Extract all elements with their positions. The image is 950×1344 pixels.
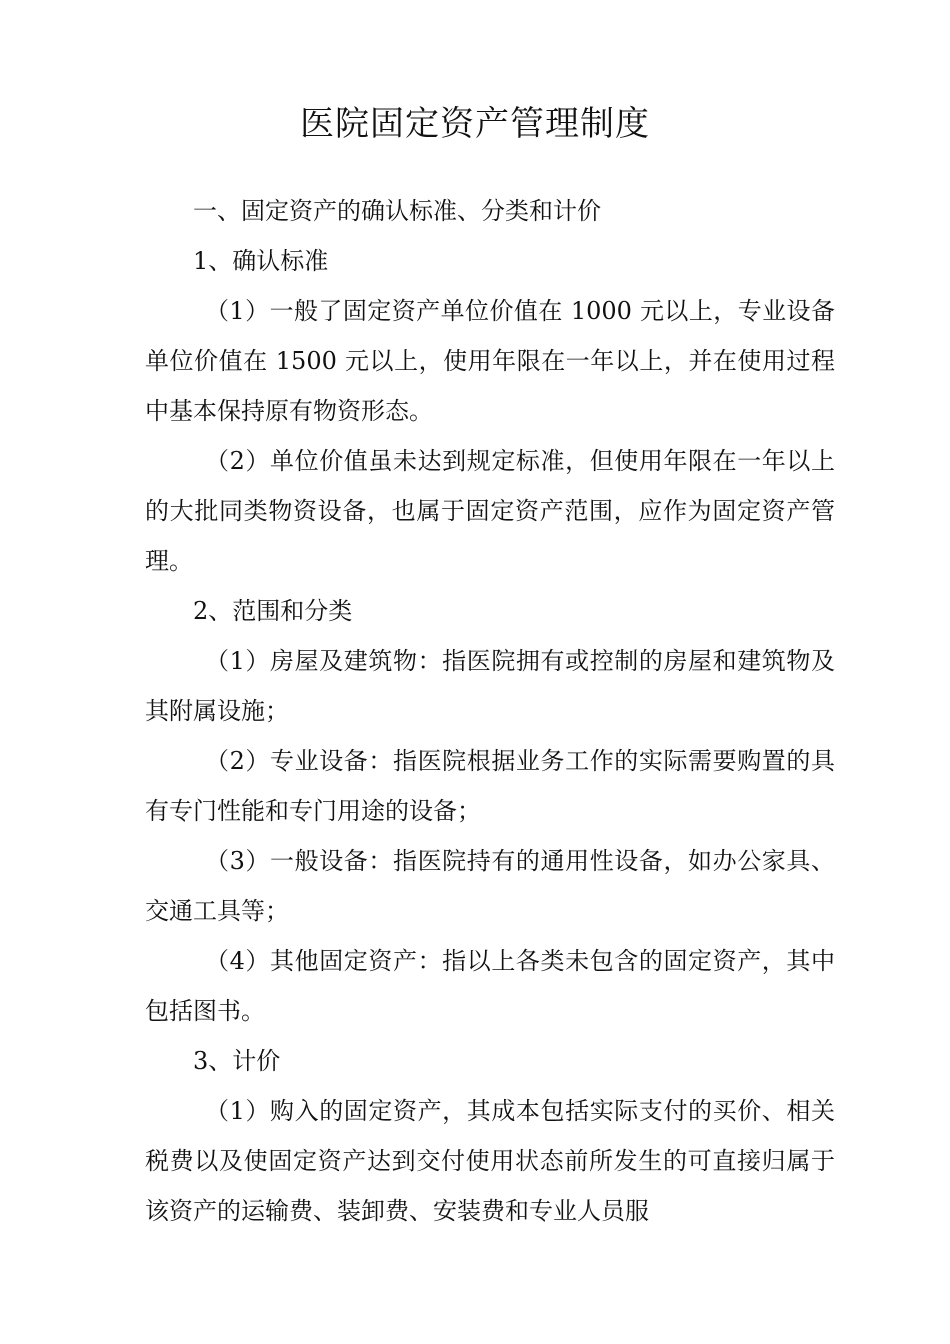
paragraph: （2）专业设备：指医院根据业务工作的实际需要购置的具有专门性能和专门用途的设备； [145, 747, 835, 825]
paragraph: （1）一般了固定资产单位价值在 1000 元以上，专业设备单位价值在 1500 元以上，使用年限在一年以上，并在使用过程中基本保持原有物资形态。 [145, 297, 835, 425]
subsection-heading: 3、计价 [193, 1047, 281, 1075]
subsection-heading: 2、范围和分类 [193, 597, 353, 625]
section-heading: 一、固定资产的确认标准、分类和计价 [193, 197, 601, 225]
paragraph: （1）购入的固定资产，其成本包括实际支付的买价、相关税费以及使固定资产达到交付使用状态前所发生的可直接归属于该资产的运输费、装卸费、安装费和专业人员服 [145, 1097, 835, 1225]
paragraph: （3）一般设备：指医院持有的通用性设备，如办公家具、交通工具等； [145, 847, 835, 925]
paragraph: （2）单位价值虽未达到规定标准，但使用年限在一年以上的大批同类物资设备，也属于固定资产范围，应作为固定资产管理。 [145, 447, 835, 575]
document-body [145, 186, 835, 1236]
paragraph: （1）房屋及建筑物：指医院拥有或控制的房屋和建筑物及其附属设施； [145, 647, 835, 725]
paragraph: （4）其他固定资产：指以上各类未包含的固定资产，其中包括图书。 [145, 947, 835, 1025]
document-title: 医院固定资产管理制度 [300, 104, 650, 144]
subsection-heading: 1、确认标准 [193, 247, 329, 275]
